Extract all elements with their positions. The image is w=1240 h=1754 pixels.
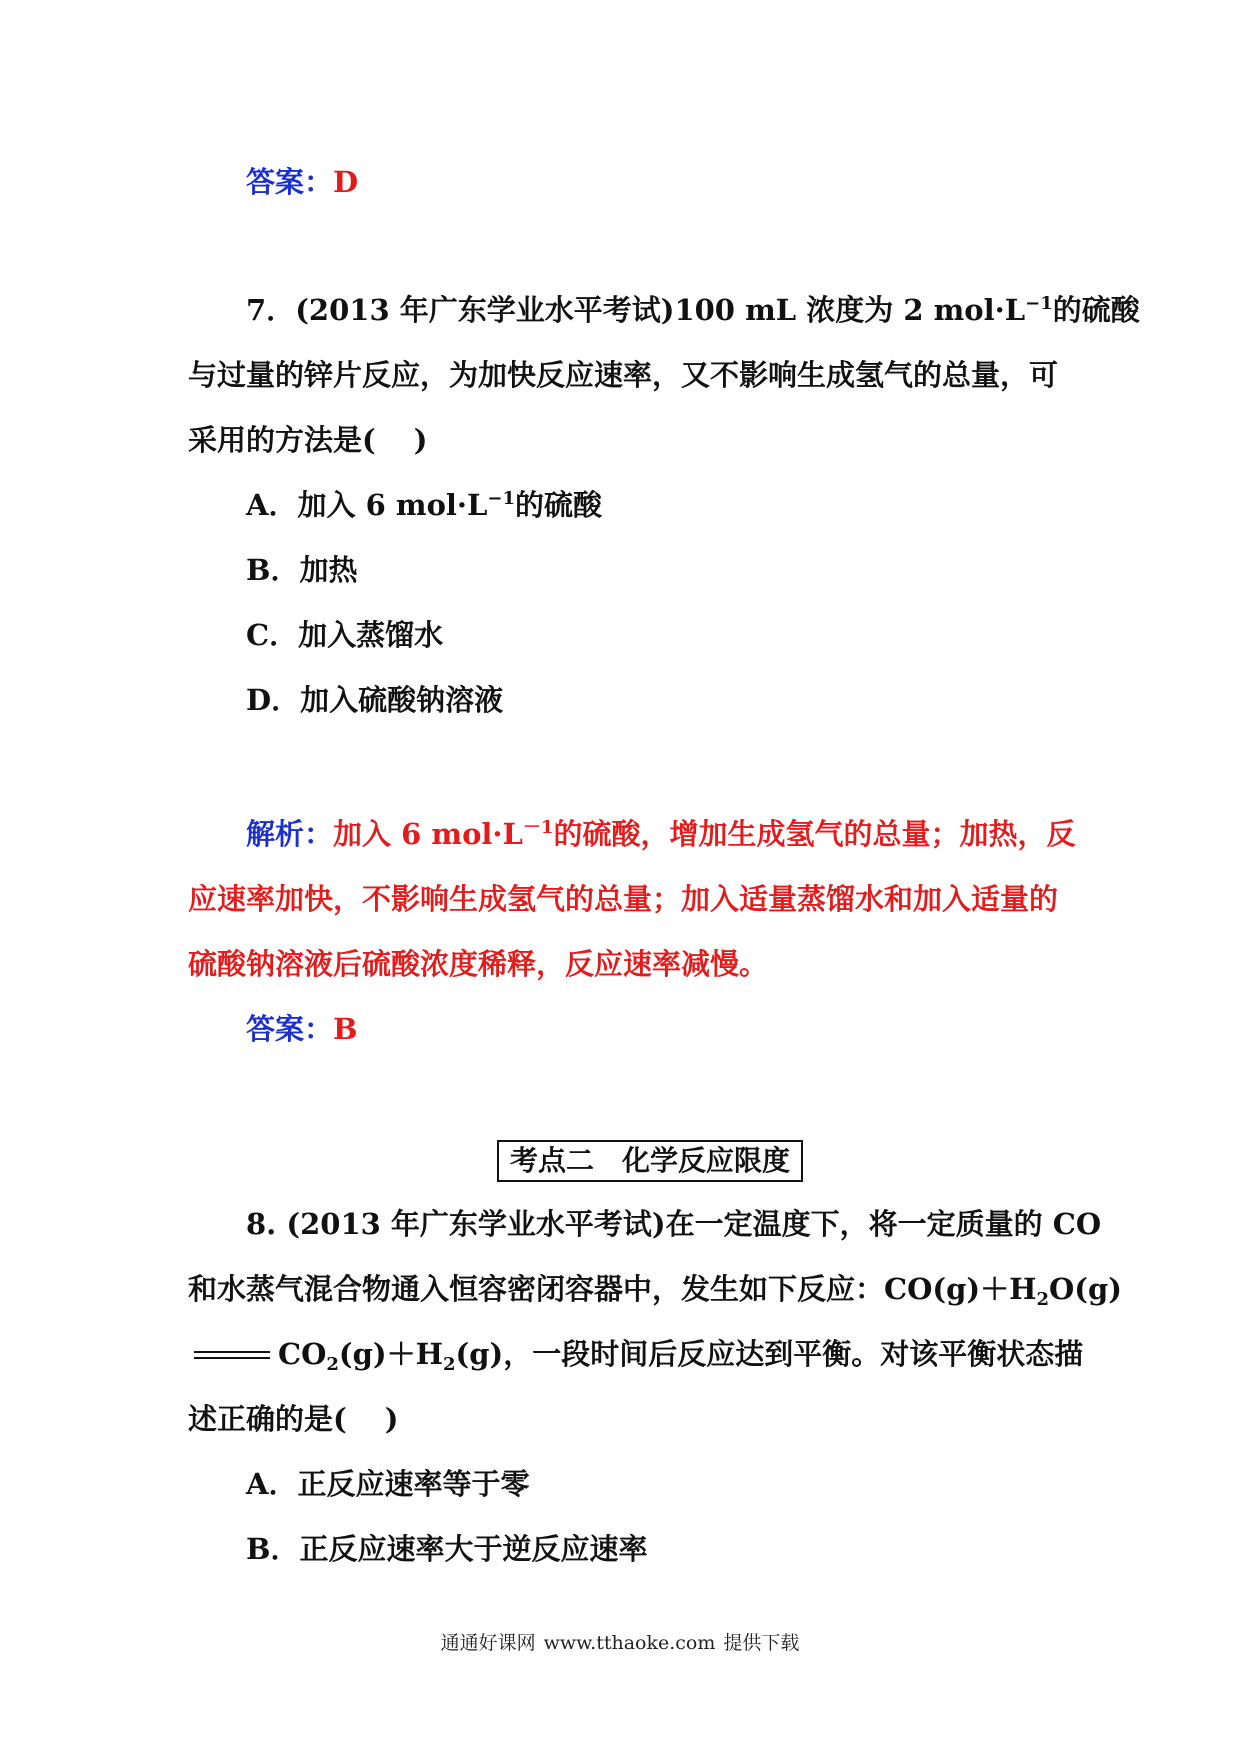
answer-q7 (188, 997, 1068, 1062)
q8-number: 8. (246, 1207, 277, 1241)
q8-stem-line4: 述正确的是( ) (188, 1402, 399, 1436)
section-heading: 考点二 化学反应限度 (497, 1140, 803, 1182)
q8-stem-line2: 和水蒸气混合物通入恒容密闭容器中，发生如下反应：$CO(g)+H_2O(g)$ (188, 1272, 1122, 1310)
equilibrium-arrow-icon (188, 1346, 274, 1366)
answer-label: 答案： (246, 1012, 334, 1046)
q7-analysis: 解析：加入 6 $mol\cdot L^{-1}$的硫酸，增加生成氢气的总量；加热，反 应速率加快，不影响生成氢气的总量；加入适量蒸馏水和加入适量的 硫酸钠溶液后硫酸浓度稀释，反应速率减慢。 答案：B (188, 802, 1068, 1062)
q8-source: (2013 年广东学业水平考试) (276, 1207, 666, 1241)
q7-number: 7． (246, 293, 296, 327)
question-8 (188, 1192, 1122, 1582)
q8-stem-line1: 8. (2013 年广东学业水平考试)在一定温度下，将一定质量的 CO (246, 1207, 1102, 1241)
q7-source: (2013 年广东学业水平考试) (295, 293, 675, 327)
q7-stem-post: 的硫酸 (1052, 293, 1140, 327)
q7-option-d: D．加入硫酸钠溶液 (246, 683, 504, 717)
answer-value: D (333, 165, 359, 199)
question-7 (188, 278, 1140, 733)
page-footer: 通通好课网 www.tthaoke.com 提供下载 (440, 1632, 800, 1654)
q7-stem-line1 (188, 278, 1140, 343)
q8-option-a: A．正反应速率等于零 (246, 1467, 530, 1501)
answer-q6 (188, 150, 1068, 215)
answer-label: 答案： (246, 165, 334, 199)
q8-option-b: B．正反应速率大于逆反应速率 (246, 1532, 648, 1566)
answer-value: B (333, 1012, 358, 1046)
q7-option-a: A．加入 6 $mol\cdot L^{-1}$的硫酸 (246, 488, 603, 522)
q7-stem-pre: 100 mL 浓度为 2 mol·L (674, 293, 1026, 327)
q7-stem-sup: −1 (1025, 293, 1053, 314)
q7-option-b: B．加热 (246, 553, 358, 587)
analysis-label: 解析： (246, 817, 334, 851)
q7-stem-line2: 与过量的锌片反应，为加快反应速率，又不影响生成氢气的总量，可 (188, 358, 1059, 392)
q8-stem-line3: $CO_2(g)+H_2(g)$，一段时间后反应达到平衡。对该平衡状态描 (188, 1322, 1068, 1387)
q7-option-c: C．加入蒸馏水 (246, 618, 444, 652)
q7-stem-line3: 采用的方法是( ) (188, 423, 428, 457)
